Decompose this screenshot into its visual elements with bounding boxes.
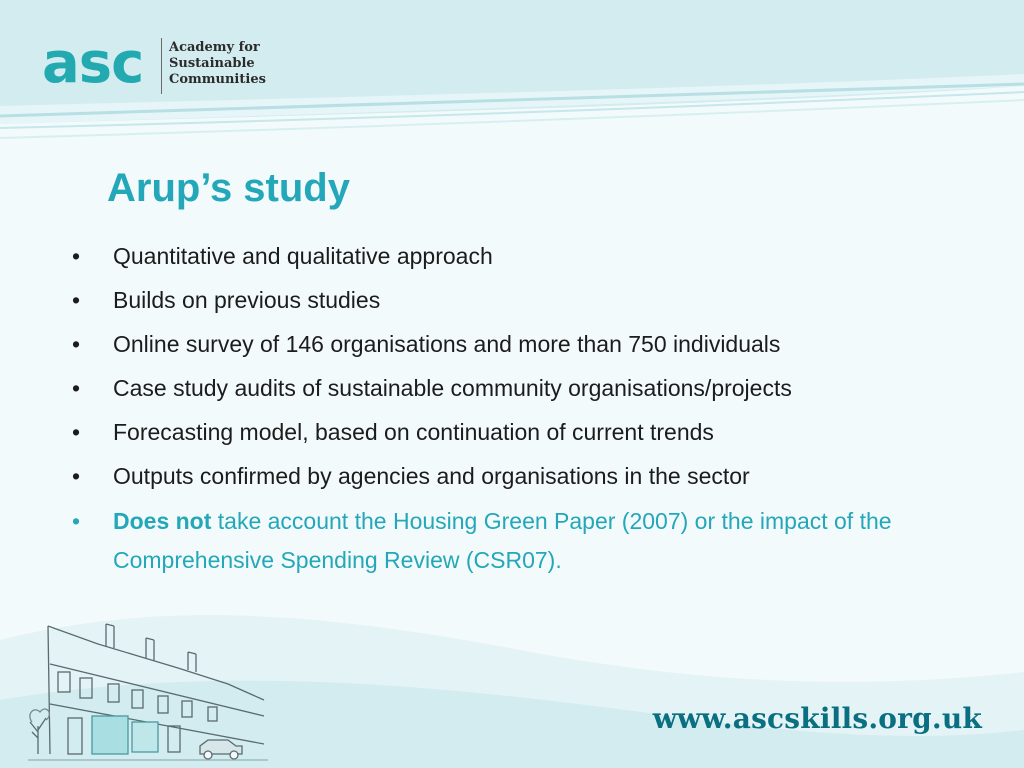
highlight-bold: Does not: [113, 508, 212, 534]
logo-name-line: Sustainable: [169, 56, 255, 71]
street-houses-illustration-icon: [28, 604, 268, 764]
bullet-item: • Builds on previous studies: [72, 282, 972, 319]
highlight-text: take account the Housing Green Paper (2007) or the impact of the Comprehensive Spending Review (CSR07).: [113, 508, 892, 573]
bullet-item: • Online survey of 146 organisations and more than 750 individuals: [72, 326, 972, 363]
logo-organisation-name: [169, 40, 289, 88]
logo-mark: asc: [42, 31, 144, 96]
website-url-link[interactable]: www.ascskills.org.uk: [652, 702, 982, 735]
bullet-item: • Case study audits of sustainable community organisations/projects: [72, 370, 972, 407]
bullet-item: • Outputs confirmed by agencies and organisations in the sector: [72, 458, 972, 495]
bullet-item: • Quantitative and qualitative approach: [72, 238, 972, 275]
logo-divider: [161, 38, 162, 94]
bullet-list: [72, 238, 972, 587]
logo-name-line: Communities: [169, 72, 266, 87]
slide-title: Arup’s study: [107, 166, 350, 210]
logo-name-line: Academy for: [169, 40, 260, 55]
bullet-item-highlight: [72, 502, 972, 580]
bullet-item: • Forecasting model, based on continuation of current trends: [72, 414, 972, 451]
